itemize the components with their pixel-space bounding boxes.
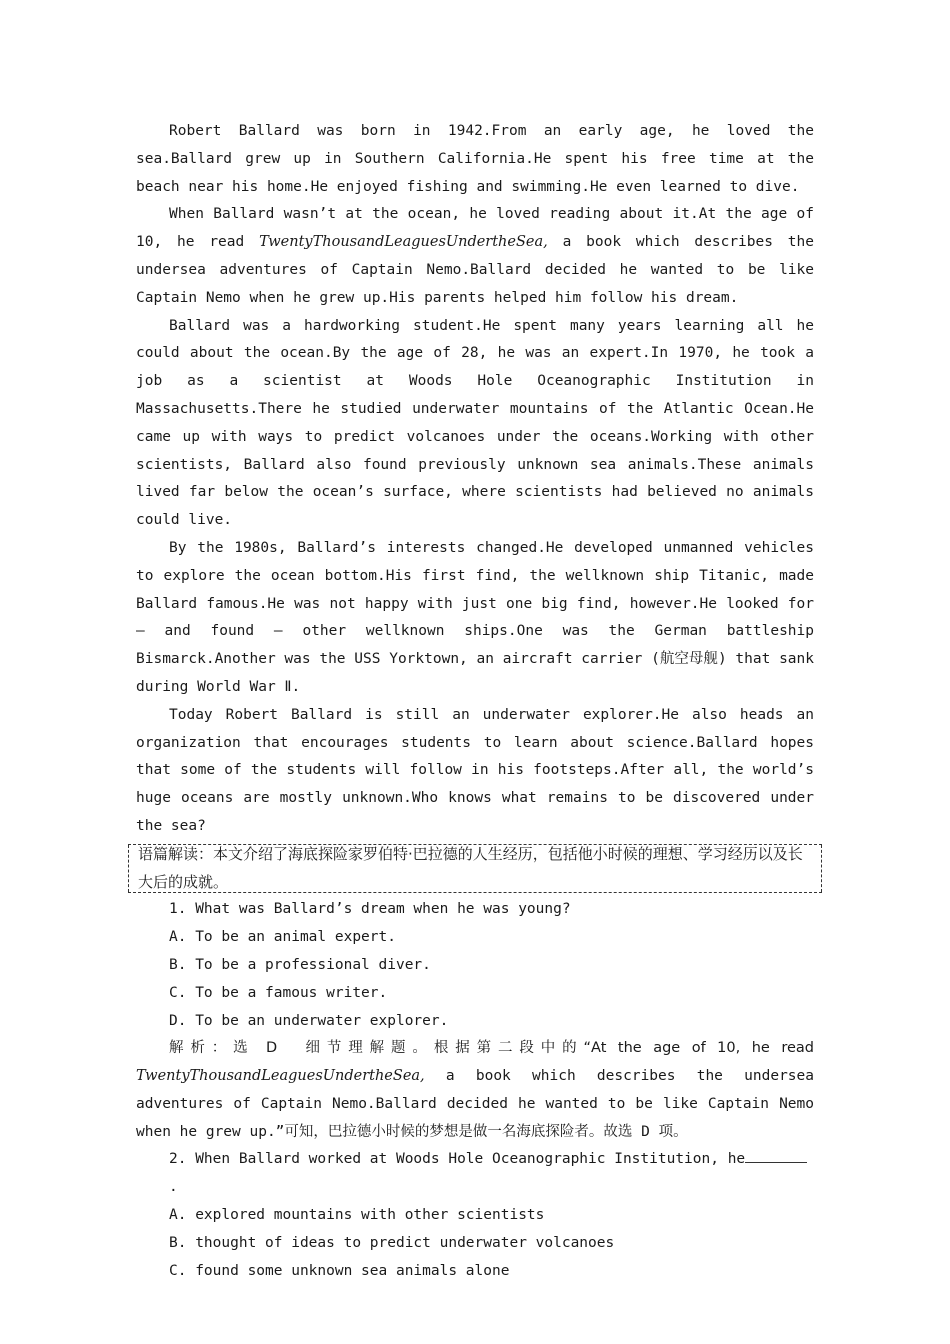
question-2-option-a: A. explored mountains with other scientists xyxy=(169,1207,545,1224)
question-1-analysis: 解析：选 D 细节理解题。根据第二段中的“At the age of 10, he read TwentyThousandLeaguesUndertheSea, a book which describes the undersea adventures of Captain Nemo.Ballard decided he wanted to be like Captain Nemo when he grew up.”可知，巴拉德小时候的梦想是做一名海底探险者。故选 D 项。 xyxy=(136,1040,814,1140)
box-border-left xyxy=(128,845,129,893)
question-1-option-a: A. To be an animal expert. xyxy=(169,929,396,946)
passage-paragraph-5: Today Robert Ballard is still an underwater explorer.He also heads an organization that encourages students to learn about science.Ballard hopes that some of the students will follow in his footsteps.After all, the world’s huge oceans are mostly unknown.Who knows what remains to be discovered under the sea? xyxy=(136,706,814,834)
question-1-option-d: D. To be an underwater explorer. xyxy=(169,1012,449,1029)
box-border-right xyxy=(821,845,822,893)
book-title: TwentyThousandLeaguesUndertheSea, xyxy=(259,234,548,251)
box-border-top xyxy=(128,844,822,845)
document-page xyxy=(136,118,814,1285)
question-2-stem: 2. When Ballard worked at Woods Hole Oceanographic Institution, he. xyxy=(136,1146,814,1202)
passage-paragraph-2: When Ballard wasn’t at the ocean, he loved reading about it.At the age of 10, he read TwentyThousandLeaguesUndertheSea, a book which describes the undersea adventures of Captain Nemo.Ballard decided he wanted to be like Captain Nemo when he grew up.His parents helped him follow his dream. xyxy=(136,206,814,306)
question-1-stem: 1. What was Ballard’s dream when he was young? xyxy=(169,901,571,918)
passage-paragraph-3: Ballard was a hardworking student.He spent many years learning all he could about the ocean.By the age of 28, he was an expert.In 1970, he took a job as a scientist at Woods Hole Oceanographic Institution in Massachusetts.There he studied underwater mountains of the Atlantic Ocean.He came up with ways to predict volcanoes under the oceans.Working with other scientists, Ballard also found previously unknown sea animals.These animals lived far below the ocean’s surface, where scientists had believed no animals could live. xyxy=(136,317,814,529)
box-border-bottom xyxy=(128,892,822,893)
answer-blank xyxy=(745,1148,807,1163)
summary-box xyxy=(128,841,822,897)
summary-text: 语篇解读：本文介绍了海底探险家罗伯特·巴拉德的人生经历，包括他小时候的理想、学习经历以及长大后的成就。 xyxy=(138,844,803,891)
question-1-option-c: C. To be a famous writer. xyxy=(169,984,388,1001)
passage-paragraph-1: Robert Ballard was born in 1942.From an early age, he loved the sea.Ballard grew up in Southern California.He spent his free time at the beach near his home.He enjoyed fishing and swimming.He even learned to dive. xyxy=(136,123,814,195)
analysis-book-title: TwentyThousandLeaguesUndertheSea, xyxy=(136,1068,425,1085)
question-1-option-b: B. To be a professional diver. xyxy=(169,956,431,973)
question-2-option-c: C. found some unknown sea animals alone xyxy=(169,1262,510,1279)
passage-paragraph-4: By the 1980s, Ballard’s interests changed.He developed unmanned vehicles to explore the ocean bottom.His first find, the wellknown ship Titanic, made Ballard famous.He was not happy with just one big find, however.He looked for — and found — other wellknown ships.One was the German battleship Bismarck.Another was the USS Yorktown, an aircraft carrier (航空母舰) that sank during World War Ⅱ. xyxy=(136,539,814,695)
question-2-option-b: B. thought of ideas to predict underwater volcanoes xyxy=(169,1234,615,1251)
